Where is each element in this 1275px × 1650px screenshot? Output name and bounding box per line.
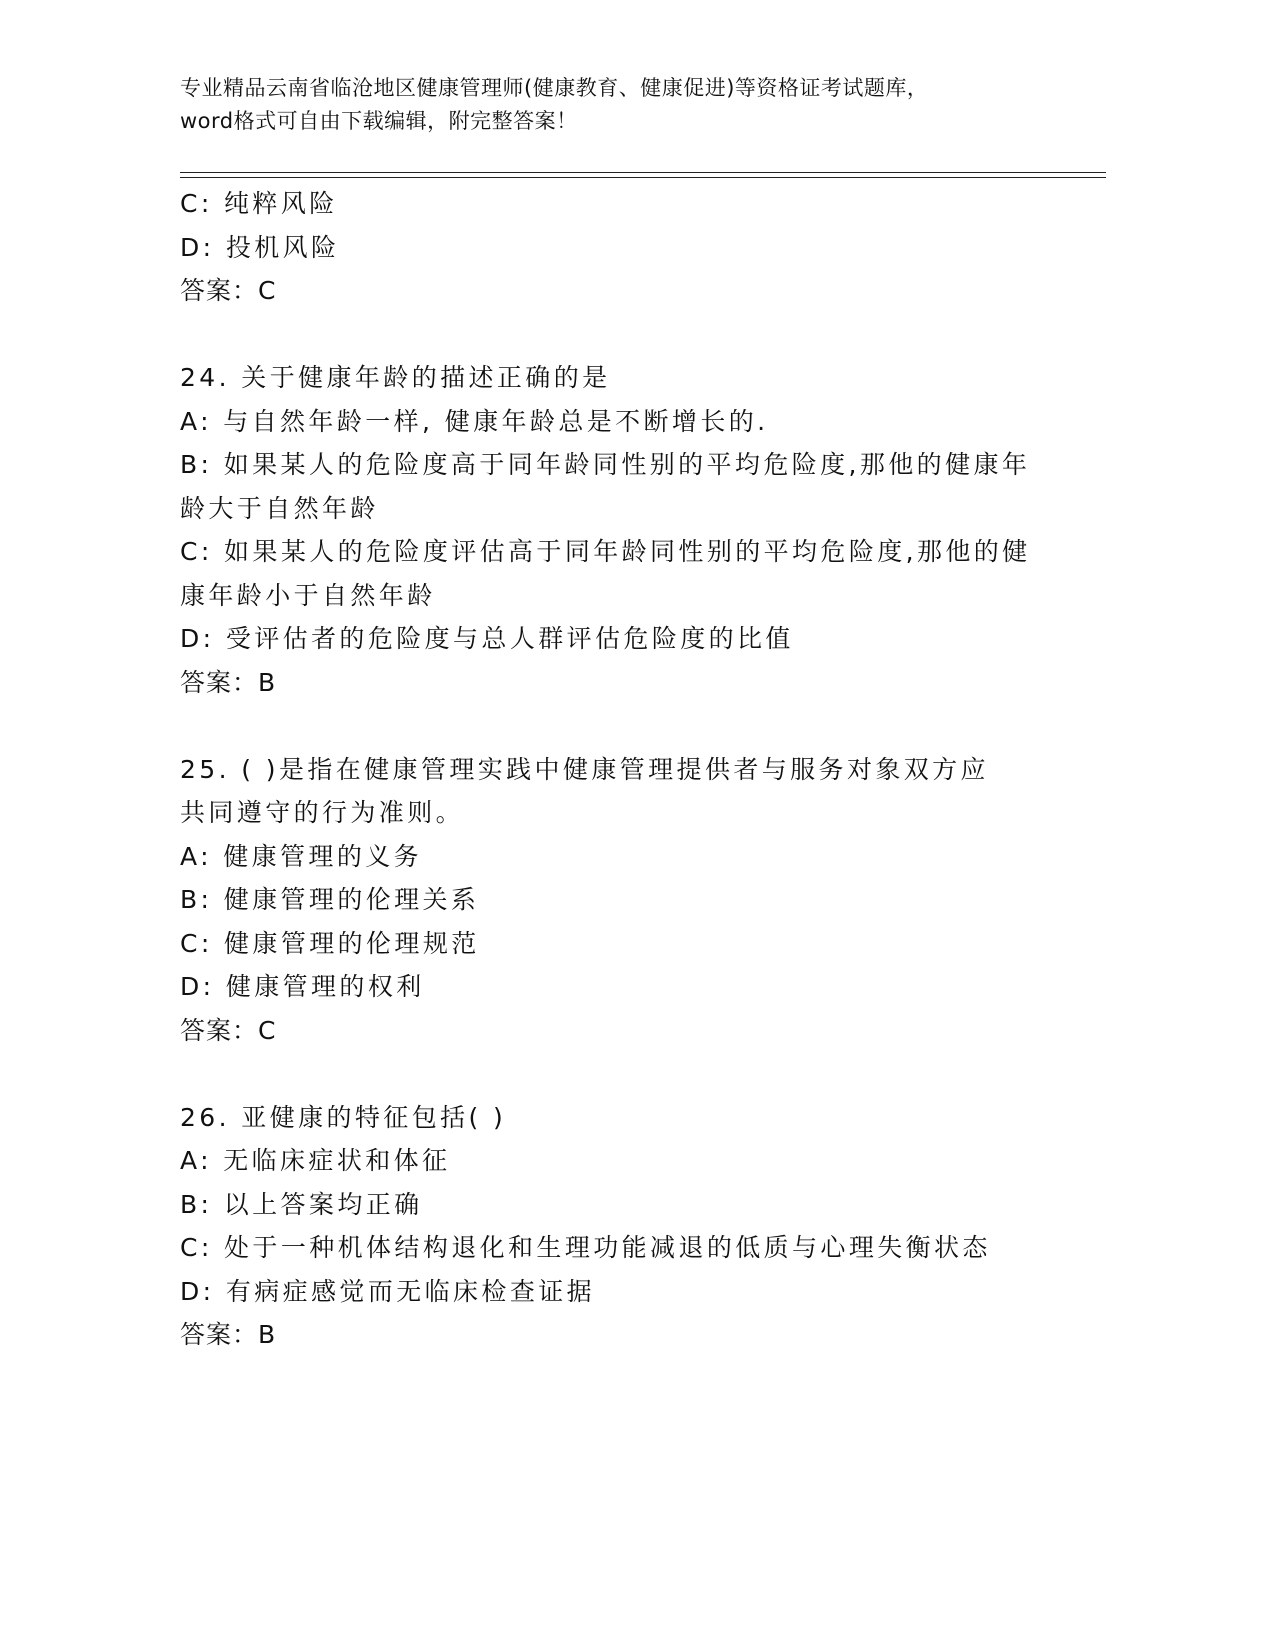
option-c-continued: 康年龄小于自然年龄 xyxy=(180,580,436,610)
answer-line: 答案：B xyxy=(180,667,277,697)
option-b: B: 健康管理的伦理关系 xyxy=(180,885,480,914)
option-d: D: 投机风险 xyxy=(180,232,340,262)
option-c: C: 健康管理的伦理规范 xyxy=(180,928,480,958)
option-a: A: 健康管理的义务 xyxy=(180,841,423,871)
answer-line: 答案：C xyxy=(180,276,277,305)
option-d: D: 有病症感觉而无临床检查证据 xyxy=(180,1276,596,1306)
header-rule-top xyxy=(180,172,1106,173)
answer-line: 答案：C xyxy=(180,1015,277,1045)
option-c: C: 处于一种机体结构退化和生理功能减退的低质与心理失衡状态 xyxy=(180,1233,991,1262)
option-a: A: 与自然年龄一样, 健康年龄总是不断增长的. xyxy=(180,406,769,436)
question-26 xyxy=(180,1096,1080,1357)
question-23-continued xyxy=(180,182,1080,313)
spacer xyxy=(180,313,1080,357)
option-c: C: 如果某人的危险度评估高于同年龄同性别的平均危险度,那他的健 xyxy=(180,537,1031,566)
option-c: C: 纯粹风险 xyxy=(180,189,338,218)
question-stem: 25. ( )是指在健康管理实践中健康管理提供者与服务对象双方应 xyxy=(180,754,989,784)
header-rule-bottom xyxy=(180,177,1106,178)
document-header xyxy=(180,72,1100,138)
option-d: D: 受评估者的危险度与总人群评估危险度的比值 xyxy=(180,624,794,653)
option-a: A: 无临床症状和体征 xyxy=(180,1146,451,1175)
option-b: B: 以上答案均正确 xyxy=(180,1189,423,1219)
question-25 xyxy=(180,748,1080,1053)
answer-line: 答案：B xyxy=(180,1320,277,1349)
question-content xyxy=(180,182,1080,1357)
question-stem: 26. 亚健康的特征包括( ) xyxy=(180,1102,507,1132)
option-b-continued: 龄大于自然年龄 xyxy=(180,493,379,523)
spacer xyxy=(180,704,1080,748)
question-stem-continued: 共同遵守的行为准则。 xyxy=(180,798,465,827)
option-d: D: 健康管理的权利 xyxy=(180,972,425,1001)
question-24 xyxy=(180,356,1080,704)
header-line-2: word格式可自由下载编辑，附完整答案！ xyxy=(180,109,578,133)
spacer xyxy=(180,1052,1080,1096)
question-stem: 24. 关于健康年龄的描述正确的是 xyxy=(180,363,611,392)
header-line-1: 专业精品云南省临沧地区健康管理师(健康教育、健康促进)等资格证考试题库， xyxy=(180,76,929,100)
option-b: B: 如果某人的危险度高于同年龄同性别的平均危险度,那他的健康年 xyxy=(180,450,1031,479)
